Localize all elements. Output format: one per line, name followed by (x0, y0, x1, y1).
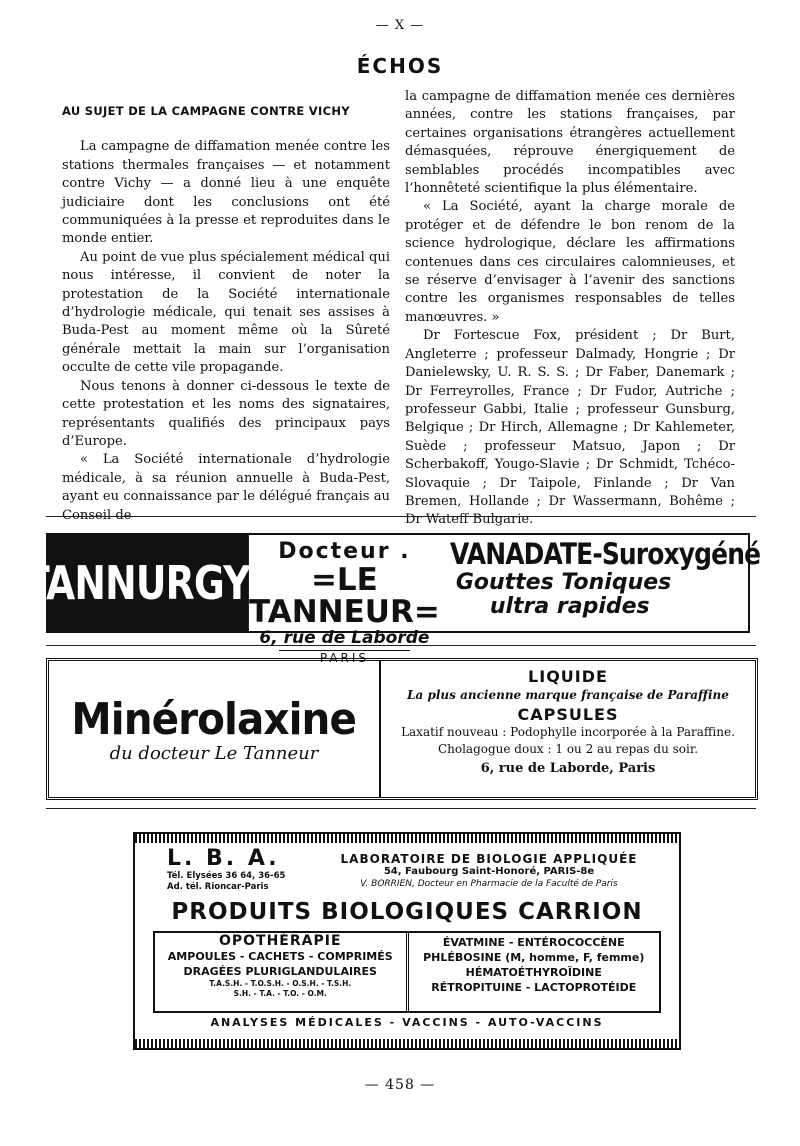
lab-address: 54, Faubourg Saint-Honoré, PARIS-8e (383, 866, 595, 877)
doctor-label: Docteur . (278, 539, 411, 564)
doctor-address: 6, rue de Laborde (259, 628, 430, 648)
divider (46, 808, 756, 809)
product-line: T.A.S.H. - T.O.S.H. - O.S.H. - T.S.H. (209, 979, 352, 988)
article-paragraph: La campagne de diffamation menée contre les stations thermales françaises — et notamment contre Vichy — a donné lieu à une enquête judiciaire dont les conclusions ont été communiquées à la presse et reproduites dans le monde entier. (62, 139, 390, 247)
product-line: PHLÉBOSINE (M, homme, F, femme) (423, 951, 645, 964)
minerolaxine-subtitle: du docteur Le Tanneur (109, 743, 319, 764)
form-liquide-note: La plus ancienne marque française de Paraffine (407, 688, 729, 702)
vanadate-tagline-2: ultra rapides (489, 594, 650, 619)
tannurgyl-doctor-block (249, 535, 440, 665)
opotherapie-column (155, 933, 409, 1011)
doctor-name: =LE TANNEUR= (249, 562, 440, 630)
divider (46, 516, 756, 517)
cholagogue-text: Cholagogue doux : 1 ou 2 au repas du soir. (437, 742, 699, 756)
product-line: ÉVATMINE - ENTÉROCOCCÈNE (442, 936, 625, 949)
article-paragraph: « La Société, ayant la charge morale de protéger et de défendre le bon renom de la science hydrologique, déclare les affirmations contenues dans ces circulaires calomnieuses, et se réserve d’envisager à l’avenir des sanctions contre les organismes responsables de telles manœuvres. » (405, 199, 735, 325)
minerolaxine-details (381, 661, 755, 797)
product-line: HÉMATOÉTHYROÏDINE (465, 966, 602, 979)
page-number: — 458 — (364, 1077, 436, 1093)
divider (46, 645, 756, 646)
form-capsules: CAPSULES (517, 705, 619, 724)
tannurgyl-brand: TANNURGYL (48, 535, 249, 631)
analyses-line: ANALYSES MÉDICALES - VACCINS - AUTO-VACCINS (210, 1016, 604, 1029)
product-line: OPOTHÉRAPIE (218, 933, 342, 949)
article-paragraph: « La Société internationale d’hydrologie médicale, à sa réunion annuelle à Buda-Pest, ayant eu connaissance par le délégué français au Conseil de (62, 452, 390, 523)
article-paragraph: Nous tenons à donner ci-dessous le texte de cette protestation et les noms des signataires, représentants qualifiés des principaux pays d’Europe. (62, 378, 390, 449)
lba-tel: Tél. Elysées 36 64, 36-65 (167, 871, 286, 881)
lba-tel-address: Ad. tél. Rioncar-Paris (167, 882, 269, 892)
lba-block (143, 846, 307, 893)
lab-director: V. BORRIEN, Docteur en Pharmacie de la Faculté de Paris (360, 879, 618, 889)
article-paragraph: la campagne de diffamation menée ces dernières années, contre les stations françaises, par certaines organisations étrangères actuellement démasquées, réprouve énergiquement de semblables procédés incompatibles avec l’honnêteté scientifique la plus élémentaire. (405, 89, 735, 197)
form-liquide: LIQUIDE (528, 667, 608, 686)
product-line: DRAGÉES PLURIGLANDULAIRES (183, 965, 377, 978)
product-line: S.H. - T.A. - T.O. - O.M. (233, 989, 327, 998)
product-line: RÉTROPITUINE - LACTOPROTÉIDE (431, 981, 637, 994)
product-line: AMPOULES - CACHETS - COMPRIMÉS (167, 950, 393, 963)
minerolaxine-brand: Minérolaxine (71, 694, 357, 745)
minerolaxine-brand-block (49, 661, 381, 797)
article-left-column (62, 90, 390, 525)
minerolaxine-address: 6, rue de Laborde, Paris (480, 761, 656, 776)
ad-lba-carrion (133, 832, 681, 1050)
section-title: ÉCHOS (356, 54, 444, 78)
vanadate-tagline-1: Gouttes Toniques (455, 570, 672, 595)
vanadate-block (440, 535, 800, 631)
ad-minerolaxine (46, 658, 758, 800)
products-box (153, 931, 661, 1013)
article-paragraph: Au point de vue plus spécialement médical qui nous intéresse, il convient de noter la protestation de la Société internationale d’hydrologie médicale, qui tenait ses assises à Buda-Pest au moment même où la Sûreté générale mettait la main sur l’organisation occulte de cette vile propagande. (62, 249, 390, 376)
doctor-city: PARIS (279, 650, 410, 665)
vanadate-product: VANADATE-Suroxygéné (449, 537, 760, 571)
article-heading: AU SUJET DE LA CAMPAGNE CONTRE VICHY (62, 104, 350, 118)
lba-logo: L. B. A. (167, 846, 280, 871)
specialites-column (409, 933, 660, 1011)
signatories-paragraph: Dr Fortescue Fox, président ; Dr Burt, Angleterre ; professeur Dalmady, Hongrie ; Dr Danielewsky, U. R. S. S. ; Dr Faber, Danemark ; Dr Ferreyrolles, France ; Dr Fudor, Autriche ; professeur Gabbi, Italie ; professeur Gunsburg, Belgique ; Dr Hirch, Allemagne ; Dr Kahlemeter, Suède ; professeur Matsuo, Japon ; Dr Scherbakoff, Yougo-Slavie ; Dr Schmidt, Tchéco-Slovaquie ; Dr Taipole, Finlande ; Dr Van Bremen, Hollande ; Dr Wassermann, Bohême ; Dr Wateff Bulgarie. (405, 328, 735, 528)
carrion-title: PRODUITS BIOLOGIQUES CARRION (171, 899, 643, 925)
laxatif-text: Laxatif nouveau : Podophylle incorporée à la Paraffine. (401, 725, 735, 739)
lab-block (307, 846, 671, 893)
ad-tannurgyl (24, 533, 760, 665)
lab-name: LABORATOIRE DE BIOLOGIE APPLIQUÉE (340, 852, 638, 866)
page-marker: — X — (375, 18, 425, 33)
article-right-column (405, 88, 735, 530)
